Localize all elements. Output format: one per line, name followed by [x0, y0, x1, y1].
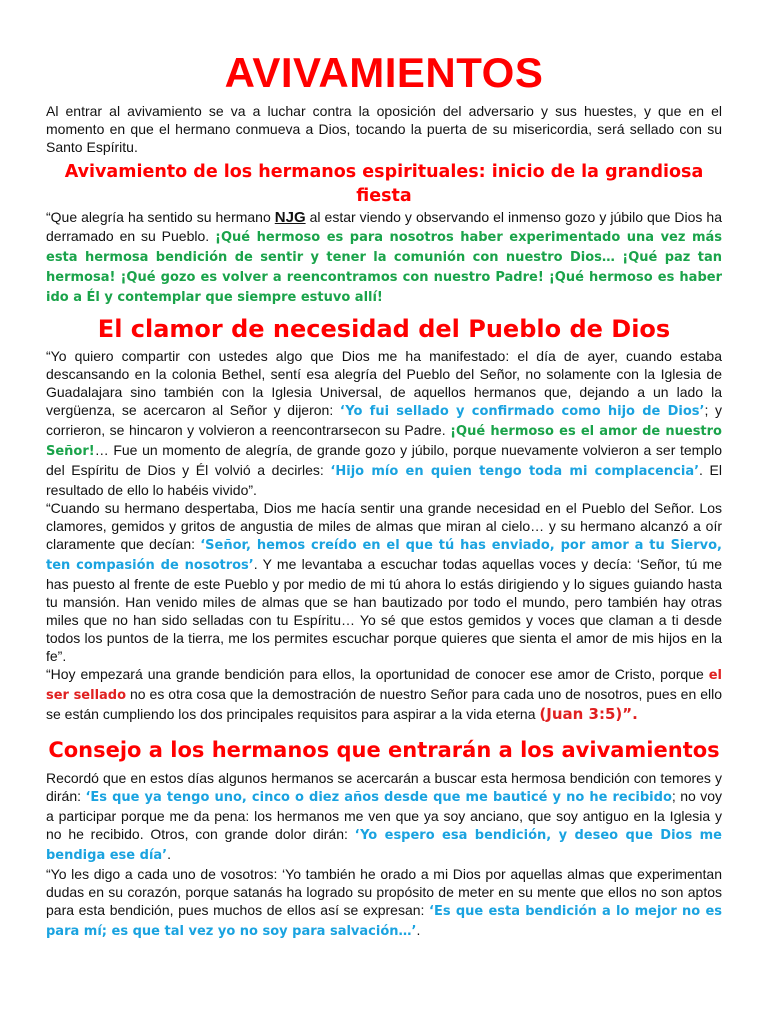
- text-run: . Y me levantaba a escuchar todas aquellas voces y decía: ‘Señor, tú me has puesto al frente de este Pueblo y por medio de mi tú ahora lo estás dirigiendo y lo sigues guiando hasta tu mansión. Han venido miles de almas que se han bautizado por todo el mundo, pero también hay otras miles que no han sido selladas con tu Espíritu… Yo sé que estos gemidos y voces que claman a ti desde todos los puntos de la tierra, me los permites escuchar porque quieres que sienta el amor de mis hijos en la fe”.: [46, 556, 722, 664]
- scripture-reference: (Juan 3:5)”.: [539, 705, 638, 723]
- text-run: “Yo quiero compartir con ustedes algo que Dios me ha manifestado: el día de ayer, cuando estaba descansando en la colonia Bethel, sentí esa alegría del Pueblo del Señor, no solamente con la Iglesia de Guadalajara sino también con la Iglesia Universal, de aquellos hermanos que, dejando a un lado la vergüenza, se acercaron al Señor y dijeron:: [46, 348, 722, 418]
- section-heading-clamor: El clamor de necesidad del Pueblo de Dios: [97, 315, 671, 343]
- green-highlight: ¡Qué hermoso es para nosotros haber experimentado una vez más esta hermosa bendición de sentir y tener la comunión con nuestro Dios… ¡Qué paz tan hermosa! ¡Qué gozo es volver a reencontramos con nuestro Padre! ¡Qué hermoso es haber ido a Él y contemplar que siempre estuvo allí!: [46, 230, 723, 305]
- cyan-highlight: ‘Yo fui sellado y confirmado como hijo de Dios’: [339, 404, 705, 419]
- red-highlight: el ser sellado: [46, 668, 722, 703]
- text-run: “Cuando su hermano despertaba, Dios me hacía sentir una grande necesidad en el Pueblo del Señor. Los clamores, gemidos y gritos de angustia de miles de almas que miran al cielo… y su hermano alcanzó a oír claramente que decían:: [46, 500, 722, 552]
- text-run: no es otra cosa que la demostración de nuestro Señor para cada uno de nosotros, pues en ello se están cumpliendo los dos principales requisitos para aspirar a la vida eterna: [46, 686, 722, 722]
- text-run: … Fue un momento de alegría, de grande gozo y júbilo, porque nuevamente volvieron a ser templo del Espíritu de Dios y Él volvió a decirles:: [46, 442, 722, 478]
- section-heading-avivamiento: Avivamiento de los hermanos espirituales: inicio de la grandiosa fiesta: [64, 162, 704, 206]
- cyan-highlight: ‘Yo espero esa bendición, y deseo que Dios me bendiga ese día’: [46, 828, 722, 863]
- green-highlight: ¡Qué hermoso es el amor de nuestro Señor!: [46, 424, 722, 459]
- cyan-highlight: ‘Es que esta bendición a lo mejor no es para mí; es que tal vez yo no soy para salvación…’: [46, 904, 722, 939]
- text-run: “Que alegría ha sentido su hermano: [46, 209, 275, 225]
- page-title: AVIVAMIENTOS: [224, 49, 544, 96]
- text-run: . El resultado de ello lo habéis vivido”.: [46, 462, 722, 498]
- text-run: ; y corrieron, se hincaron y volvieron a reencontrarsecon su Padre.: [46, 402, 722, 438]
- section-heading-consejo: Consejo a los hermanos que entrarán a los avivamientos: [48, 738, 720, 762]
- section3-paragraph-1: [46, 769, 722, 865]
- text-run: al estar viendo y observando el inmenso gozo y júbilo que Dios ha derramado en su Pueblo.: [46, 209, 722, 244]
- section2-paragraph-3: [46, 665, 722, 723]
- section2-paragraph-2: [46, 499, 722, 665]
- section2-paragraph-1: [46, 347, 722, 499]
- text-run: “Yo les digo a cada uno de vosotros: ‘Yo también he orado a mi Dios por aquellas almas que experimentan dudas en su corazón, porque satanás ha logrado su propósito de meter en su mente que ellos no son aptos para esta bendición, pues muchos de ellos así se expresan:: [46, 866, 722, 918]
- cyan-highlight: ‘Hijo mío en quien tengo toda mi complacencia’: [330, 464, 700, 479]
- text-run: .: [416, 922, 421, 938]
- text-run: ; no voy a participar porque me da pena: los hermanos me ven que ya soy anciano, que soy antiguo en la Iglesia y no he recibido. Otros, con grande dolor dirán:: [46, 788, 722, 842]
- text-run: Recordó que en estos días algunos hermanos se acercarán a buscar esta hermosa bendición con temores y dirán:: [46, 770, 722, 804]
- section1-paragraph: [46, 208, 722, 307]
- njg-text: NJG: [274, 209, 306, 226]
- section3-paragraph-2: [46, 865, 722, 941]
- cyan-highlight: ‘Es que ya tengo uno, cinco o diez años desde que me bauticé y no he recibido: [85, 790, 672, 805]
- intro-paragraph: Al entrar al avivamiento se va a luchar contra la oposición del adversario y sus huestes, y que en el momento en que el hermano conmueva a Dios, tocando la puerta de su misericordia, será sellado con su Santo Espíritu.: [46, 103, 722, 155]
- text-run: “Hoy empezará una grande bendición para ellos, la oportunidad de conocer ese amor de Cristo, porque: [46, 666, 709, 682]
- cyan-highlight: ‘Señor, hemos creído en el que tú has enviado, por amor a tu Siervo, ten compasión de nosotros’: [46, 538, 722, 573]
- text-run: .: [167, 846, 172, 862]
